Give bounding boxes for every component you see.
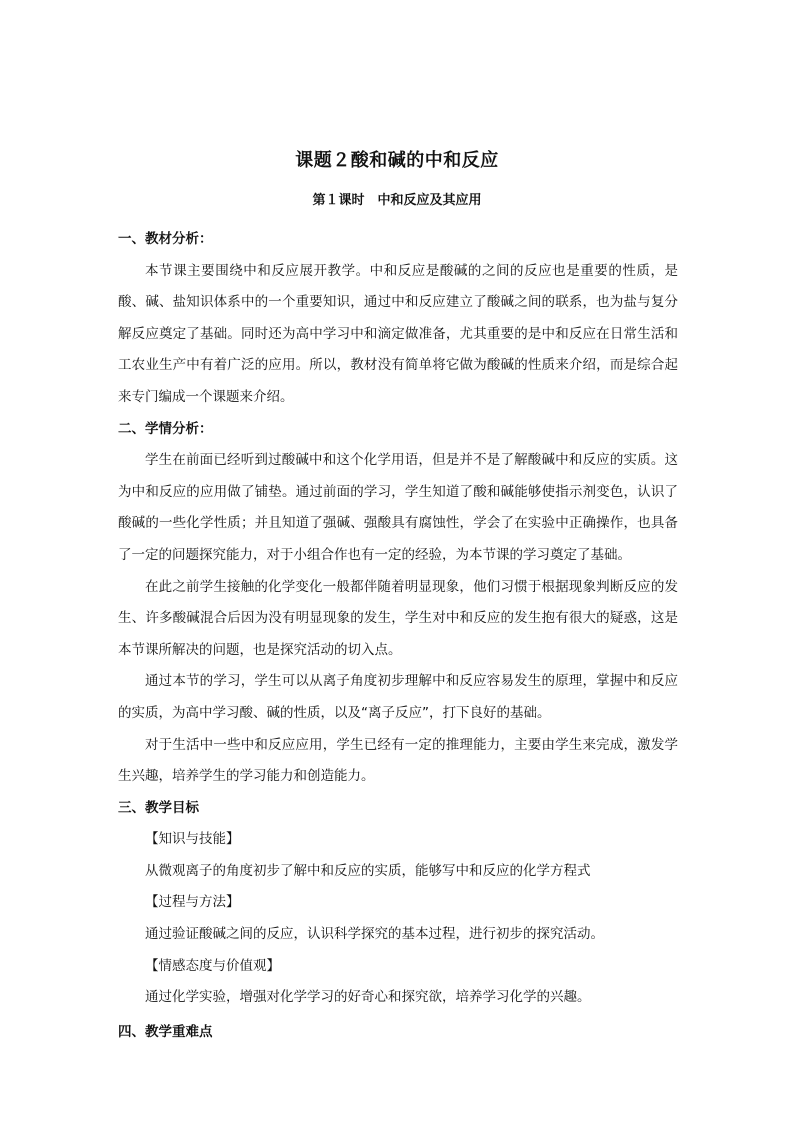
section-heading-students: 二、学情分析： [118,420,213,437]
goal-process-text: 通过验证酸碱之间的反应，认识科学探究的基本过程，进行初步的探究活动。 [145,926,604,943]
section-heading-analysis: 一、教材分析： [118,231,213,247]
goal-knowledge-text: 从微观离子的角度初步了解中和反应的实质，能够写中和反应的化学方程式 [145,862,591,879]
section-heading-key-points: 四、教学重难点 [118,1023,213,1040]
goal-emotion-label: 【情感态度与价值观】 [145,957,280,974]
section-heading-goals: 三、教学目标 [118,799,199,816]
document-subtitle: 第１课时 中和反应及其应用 [312,193,482,208]
document-body [118,224,678,1048]
students-paragraph-2: 在此之前学生接触的化学变化一般都伴随着明显现象，他们习惯于根据现象判断反应的发生、许多酸碱混合后因为没有明显现象的发生，学生对中和反应的发生抱有很大的疑惑，这是本节课所解决的问题，也是探究活动的切入点。 [118,578,678,658]
document-title: 课题２酸和碱的中和反应 [295,150,499,171]
goal-knowledge-label: 【知识与技能】 [145,831,240,848]
students-paragraph-1: 学生在前面已经听到过酸碱中和这个化学用语，但是并不是了解酸碱中和反应的实质。这为中和反应的应用做了铺垫。通过前面的学习，学生知道了酸和碱能够使指示剂变色，认识了酸碱的一些化学性质；并且知道了强碱、强酸具有腐蚀性，学会了在实验中正确操作，也具备了一定的问题探究能力，对于小组合作也有一定的经验，为本节课的学习奠定了基础。 [118,452,678,563]
students-paragraph-4: 对于生活中一些中和反应应用，学生已经有一定的推理能力，主要由学生来完成，激发学生兴趣，培养学生的学习能力和创造能力。 [118,736,678,785]
goal-process-label: 【过程与方法】 [145,894,240,911]
analysis-paragraph: 本节课主要围绕中和反应展开教学。中和反应是酸碱的之间的反应也是重要的性质，是酸、碱、盐知识体系中的一个重要知识，通过中和反应建立了酸碱之间的联系，也为盐与复分解反应奠定了基础。同时还为高中学习中和滴定做准备，尤其重要的是中和反应在日常生活和工农业生产中有着广泛的应用。所以，教材没有简单将它做为酸碱的性质来介绍，而是综合起来专门编成一个课题来介绍。 [118,262,678,405]
students-paragraph-3: 通过本节的学习，学生可以从离子角度初步理解中和反应容易发生的原理，掌握中和反应的实质，为高中学习酸、碱的性质，以及“离子反应”，打下良好的基础。 [118,673,678,721]
goal-emotion-text: 通过化学实验，增强对化学学习的好奇心和探究欲，培养学习化学的兴趣。 [145,989,591,1006]
